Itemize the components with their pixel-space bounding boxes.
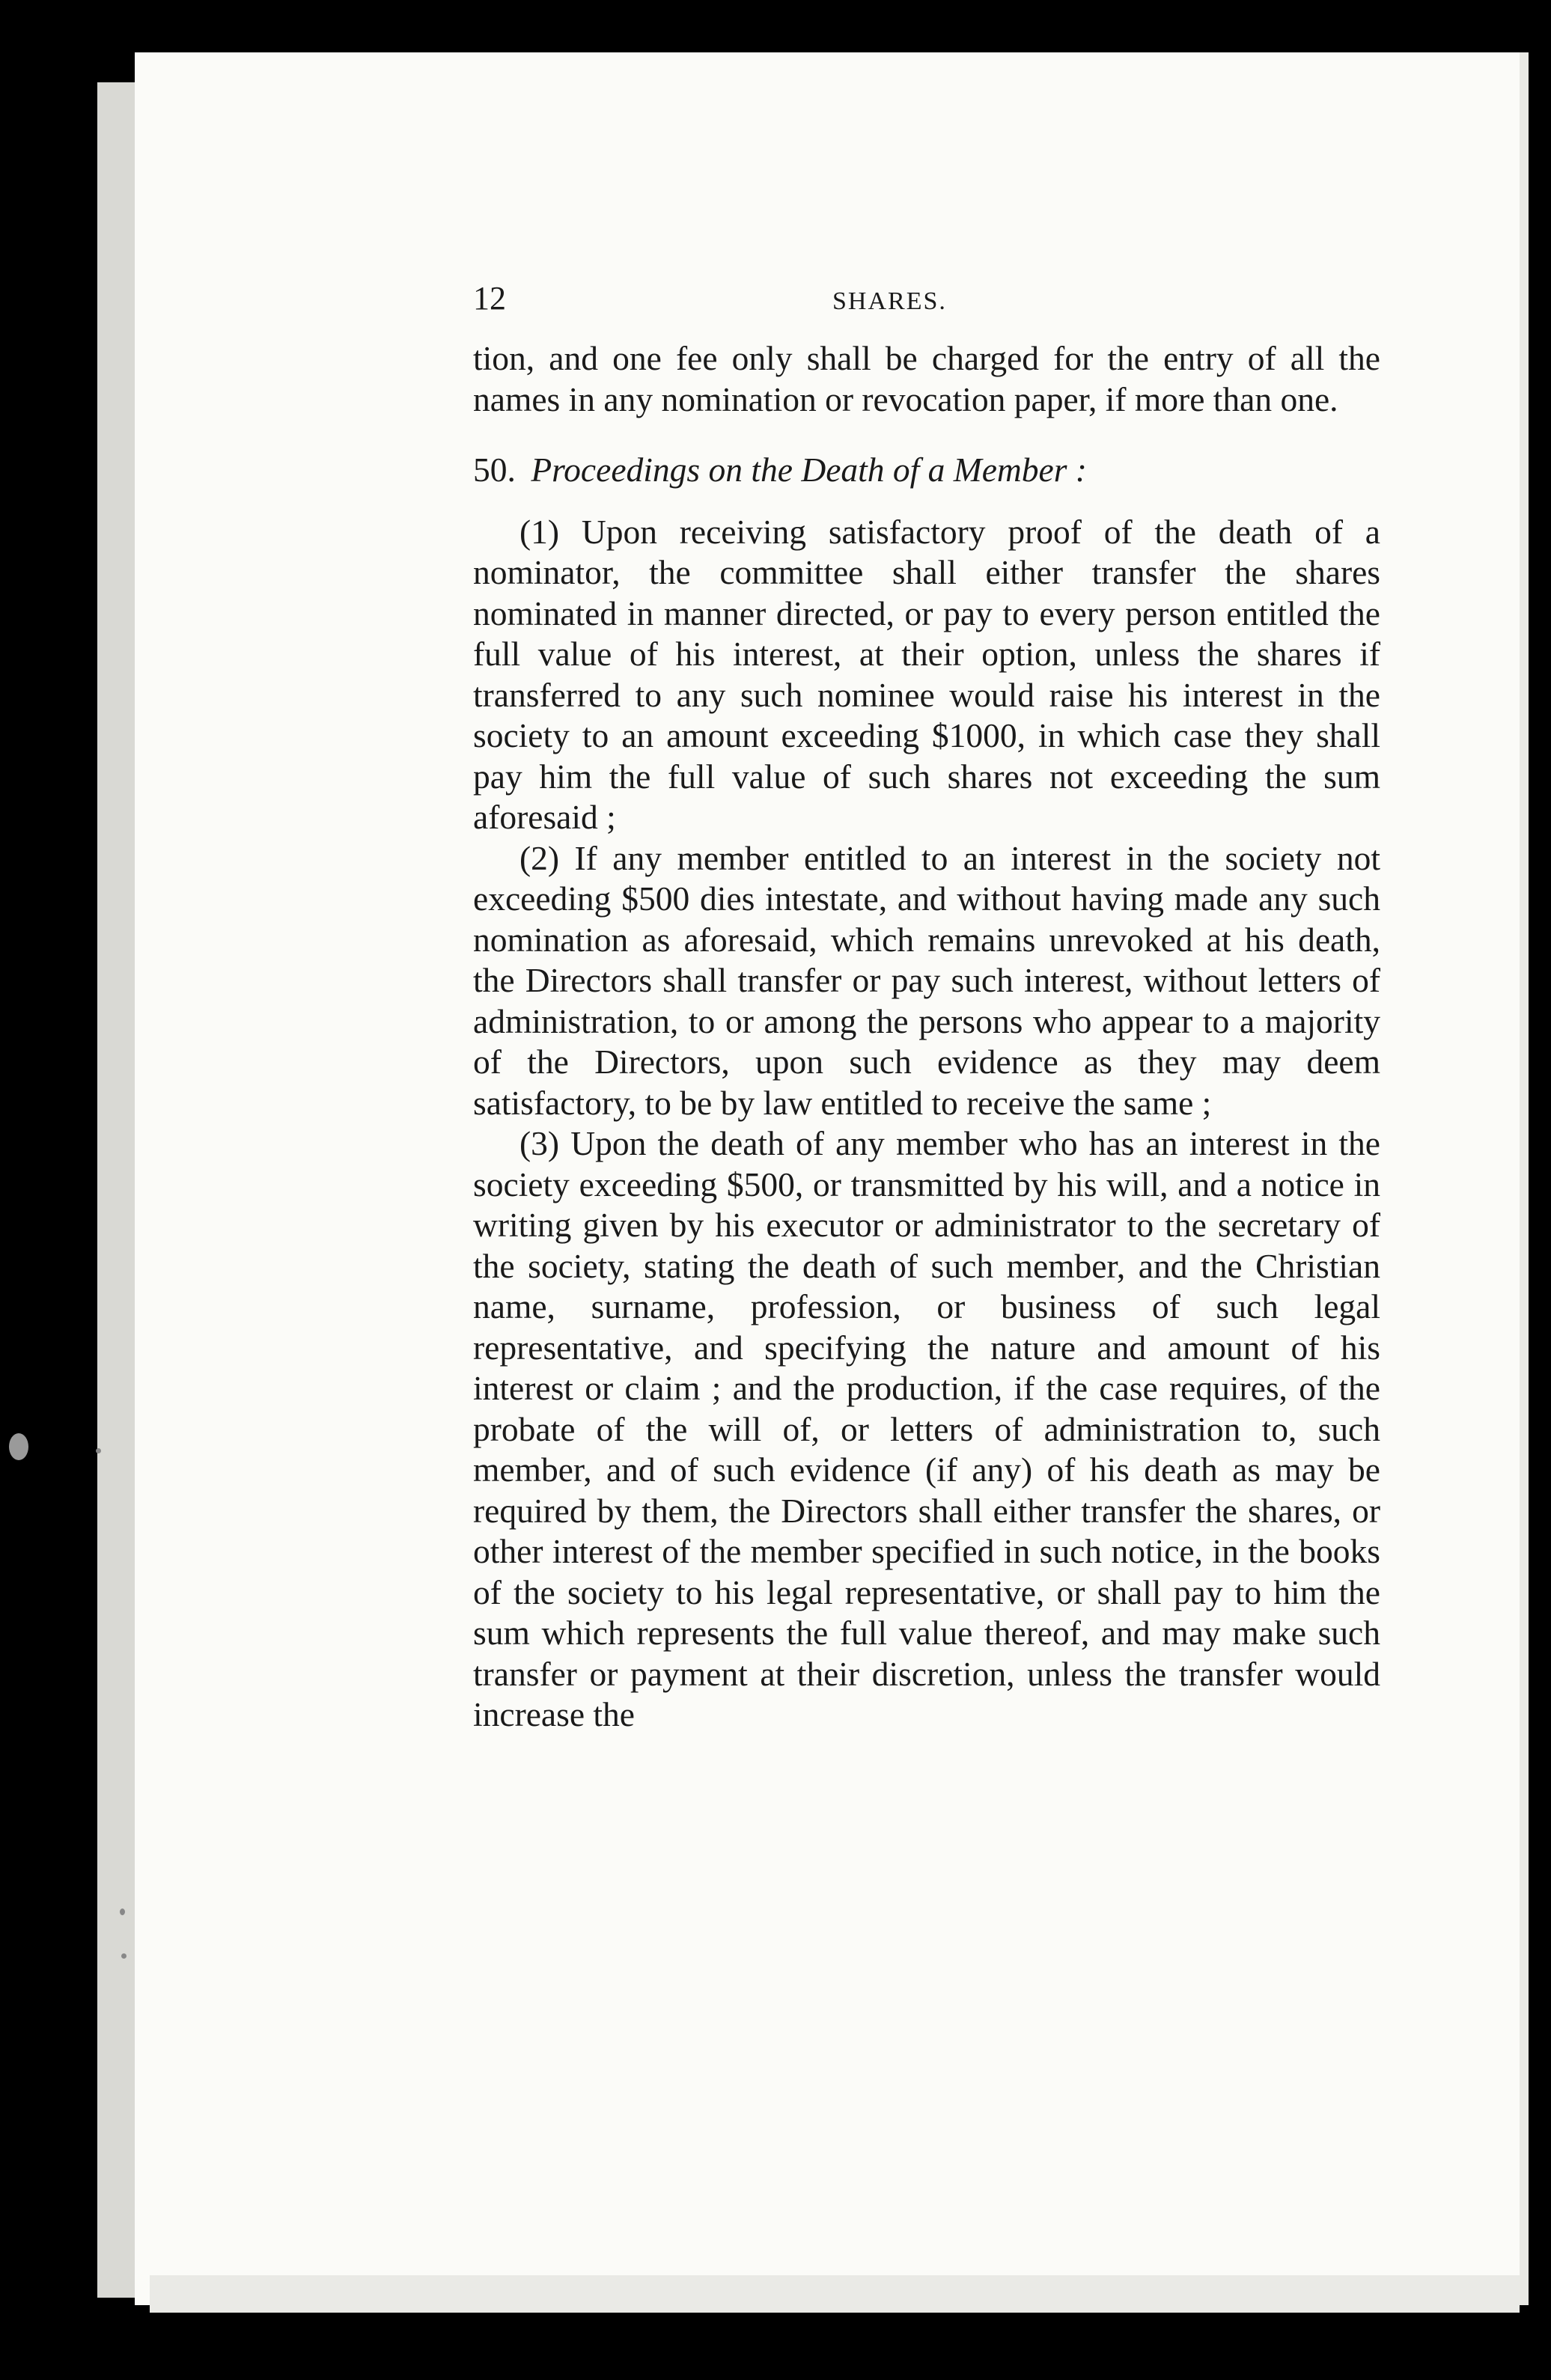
scan-speck: [9, 1433, 28, 1460]
page-header: [473, 278, 1380, 331]
scan-speck: [121, 1953, 127, 1959]
section-heading: [473, 450, 1380, 491]
page-edge-shadow: [97, 82, 135, 2298]
section-title: Proceedings on the Death of a Member :: [531, 451, 1087, 489]
page-content: [473, 278, 1380, 1736]
scan-speck: [120, 1908, 125, 1915]
clause-3: (3) Upon the death of any member who has an interest in the society exceeding $500, or transmitted by his will, and a notice in writing given by his executor or administrator to the secretary of the society, stating the death of such member, and the Christian name, surname, profession, or business of such legal representative, and specifying the nature and amount of his interest or claim ; and the production, if the case requires, of the probate of the will of, or letters of administration to, such member, and of such evidence (if any) of his death as may be required by them, the Directors shall either transfer the shares, or other interest of the member specified in such notice, in the books of the society to his legal representative, or shall pay to him the sum which represents the full value thereof, and may make such transfer or payment at their discretion, unless the transfer would increase the: [473, 1124, 1380, 1733]
clause-1: (1) Upon receiving satisfactory proof of the death of a nominator, the committee shall either transfer the shares nominated in manner directed, or pay to every person entitled the full value of his interest, at their option, unless the shares if transferred to any such nominee would raise his interest in the society to an amount exceeding $1000, in which case they shall pay him the full value of such shares not exceeding the sum aforesaid ;: [473, 512, 1380, 836]
section-number: 50.: [473, 451, 516, 489]
running-head: SHARES.: [832, 287, 947, 315]
clause-2: (2) If any member entitled to an interest in the society not exceeding $500 dies intestate, and without having made any such nomination as aforesaid, which remains unrevoked at his death, the Directors shall transfer or pay such interest, without letters of administration, to or among the persons who appear to a majority of the Directors, upon such evidence as they may deem satisfactory, to be by law entitled to receive the same ;: [473, 838, 1380, 1122]
scan-speck: [96, 1448, 101, 1453]
continuation-paragraph: tion, and one fee only shall be charged for the entry of all the names in any nomination or revocation paper, if more than one.: [473, 339, 1380, 418]
page-bottom-edge: [150, 2275, 1520, 2313]
page-number: 12: [473, 280, 506, 317]
